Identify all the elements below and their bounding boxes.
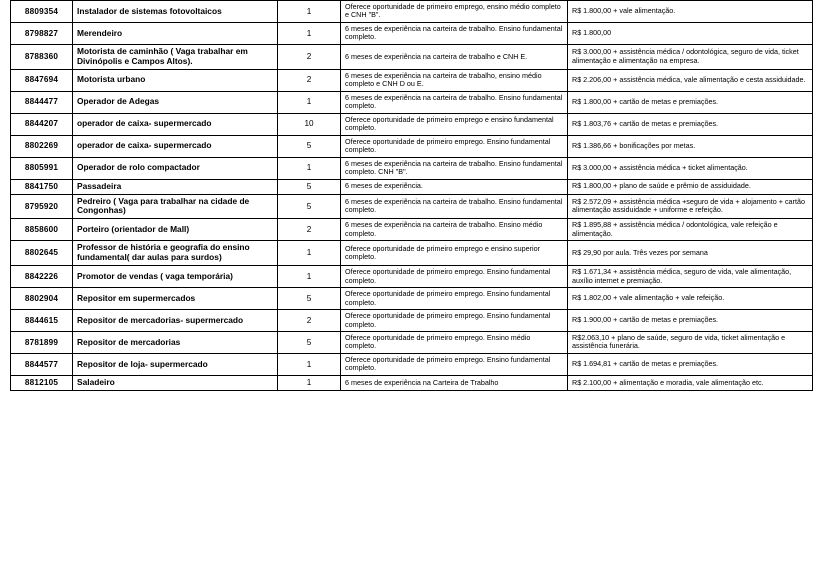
cell-salario: R$ 3.000,00 + assistência médica + ticket alimentação. <box>568 157 813 179</box>
table-row <box>11 219 813 241</box>
table-row <box>11 375 813 390</box>
cell-requisitos: Oferece oportunidade de primeiro emprego e ensino fundamental completo. <box>341 113 568 135</box>
cell-quantidade: 1 <box>278 22 341 44</box>
cell-salario: R$ 1.802,00 + vale alimentação + vale refeição. <box>568 288 813 310</box>
cell-codigo: 8844477 <box>11 91 73 113</box>
cell-requisitos: Oferece oportunidade de primeiro emprego. Ensino fundamental completo. <box>341 353 568 375</box>
cell-cargo: Repositor de mercadorias- supermercado <box>73 310 278 332</box>
cell-quantidade: 5 <box>278 179 341 194</box>
cell-codigo: 8812105 <box>11 375 73 390</box>
cell-salario: R$ 1.800,00 <box>568 22 813 44</box>
table-row <box>11 22 813 44</box>
cell-salario: R$2.063,10 + plano de saúde, seguro de vida, ticket alimentação e assistência funerária. <box>568 332 813 354</box>
cell-codigo: 8805991 <box>11 157 73 179</box>
table-row <box>11 241 813 266</box>
cell-quantidade: 1 <box>278 353 341 375</box>
cell-requisitos: Oferece oportunidade de primeiro emprego e ensino superior completo. <box>341 241 568 266</box>
cell-salario: R$ 2.100,00 + alimentação e moradia, vale alimentação etc. <box>568 375 813 390</box>
cell-cargo: Repositor em supermercados <box>73 288 278 310</box>
cell-requisitos: 6 meses de experiência. <box>341 179 568 194</box>
cell-quantidade: 1 <box>278 266 341 288</box>
cell-cargo: Professor de história e geografia do ensino fundamental( dar aulas para surdos) <box>73 241 278 266</box>
cell-requisitos: 6 meses de experiência na carteira de trabalho. Ensino fundamental completo. CNH "B". <box>341 157 568 179</box>
cell-codigo: 8795920 <box>11 194 73 219</box>
cell-codigo: 8841750 <box>11 179 73 194</box>
table-row <box>11 135 813 157</box>
cell-quantidade: 2 <box>278 44 341 69</box>
cell-requisitos: 6 meses de experiência na carteira de trabalho e CNH E. <box>341 44 568 69</box>
cell-salario: R$ 1.800,00 + plano de saúde e prêmio de assiduidade. <box>568 179 813 194</box>
table-row <box>11 113 813 135</box>
cell-quantidade: 1 <box>278 375 341 390</box>
cell-codigo: 8809354 <box>11 1 73 23</box>
cell-requisitos: 6 meses de experiência na carteira de trabalho. Ensino fundamental completo. <box>341 194 568 219</box>
cell-codigo: 8847694 <box>11 69 73 91</box>
cell-cargo: Operador de Adegas <box>73 91 278 113</box>
cell-requisitos: 6 meses de experiência na carteira de trabalho. Ensino médio completo. <box>341 219 568 241</box>
cell-quantidade: 5 <box>278 135 341 157</box>
cell-salario: R$ 29,90 por aula. Três vezes por semana <box>568 241 813 266</box>
cell-cargo: Repositor de mercadorias <box>73 332 278 354</box>
table-row <box>11 91 813 113</box>
cell-codigo: 8781899 <box>11 332 73 354</box>
cell-quantidade: 1 <box>278 241 341 266</box>
cell-salario: R$ 1.895,88 + assistência médica / odontológica, vale refeição e alimentação. <box>568 219 813 241</box>
table-row <box>11 353 813 375</box>
cell-salario: R$ 1.386,66 + bonificações por metas. <box>568 135 813 157</box>
cell-requisitos: Oferece oportunidade de primeiro emprego. Ensino fundamental completo. <box>341 310 568 332</box>
cell-quantidade: 5 <box>278 194 341 219</box>
table-row <box>11 288 813 310</box>
cell-requisitos: Oferece oportunidade de primeiro emprego. Ensino fundamental completo. <box>341 288 568 310</box>
cell-cargo: Motorista de caminhão ( Vaga trabalhar em Divinópolis e Campos Altos). <box>73 44 278 69</box>
cell-cargo: Promotor de vendas ( vaga temporária) <box>73 266 278 288</box>
cell-salario: R$ 2.572,09 + assistência médica +seguro de vida + alojamento + cartão alimentação assiduidade + uniforme e refeição. <box>568 194 813 219</box>
cell-requisitos: 6 meses de experiência na carteira de trabalho, ensino médio completo e CNH D ou E. <box>341 69 568 91</box>
cell-quantidade: 2 <box>278 219 341 241</box>
table-row <box>11 44 813 69</box>
cell-salario: R$ 1.900,00 + cartão de metas e premiações. <box>568 310 813 332</box>
cell-requisitos: Oferece oportunidade de primeiro emprego. Ensino fundamental completo. <box>341 266 568 288</box>
cell-salario: R$ 1.694,81 + cartão de metas e premiações. <box>568 353 813 375</box>
cell-quantidade: 1 <box>278 1 341 23</box>
cell-codigo: 8844615 <box>11 310 73 332</box>
cell-codigo: 8802269 <box>11 135 73 157</box>
cell-cargo: Porteiro (orientador de Mall) <box>73 219 278 241</box>
cell-codigo: 8798827 <box>11 22 73 44</box>
cell-requisitos: Oferece oportunidade de primeiro emprego. Ensino médio completo. <box>341 332 568 354</box>
cell-quantidade: 5 <box>278 288 341 310</box>
cell-cargo: Merendeiro <box>73 22 278 44</box>
cell-codigo: 8844207 <box>11 113 73 135</box>
cell-quantidade: 2 <box>278 69 341 91</box>
cell-quantidade: 1 <box>278 91 341 113</box>
table-row <box>11 266 813 288</box>
cell-salario: R$ 2.206,00 + assistência médica, vale alimentação e cesta assiduidade. <box>568 69 813 91</box>
cell-quantidade: 5 <box>278 332 341 354</box>
table-row <box>11 157 813 179</box>
table-row <box>11 69 813 91</box>
cell-cargo: operador de caixa- supermercado <box>73 113 278 135</box>
cell-quantidade: 1 <box>278 157 341 179</box>
table-row <box>11 1 813 23</box>
cell-requisitos: 6 meses de experiência na Carteira de Trabalho <box>341 375 568 390</box>
cell-requisitos: 6 meses de experiência na carteira de trabalho. Ensino fundamental completo. <box>341 91 568 113</box>
cell-salario: R$ 1.800,00 + cartão de metas e premiações. <box>568 91 813 113</box>
cell-codigo: 8842226 <box>11 266 73 288</box>
cell-cargo: Repositor de loja- supermercado <box>73 353 278 375</box>
cell-codigo: 8844577 <box>11 353 73 375</box>
cell-quantidade: 10 <box>278 113 341 135</box>
job-vacancies-table <box>10 0 813 391</box>
cell-requisitos: 6 meses de experiência na carteira de trabalho. Ensino fundamental completo. <box>341 22 568 44</box>
cell-requisitos: Oferece oportunidade de primeiro emprego. Ensino fundamental completo. <box>341 135 568 157</box>
cell-cargo: operador de caixa- supermercado <box>73 135 278 157</box>
cell-cargo: Passadeira <box>73 179 278 194</box>
cell-codigo: 8802904 <box>11 288 73 310</box>
table-row <box>11 310 813 332</box>
cell-cargo: Saladeiro <box>73 375 278 390</box>
cell-cargo: Instalador de sistemas fotovoltaicos <box>73 1 278 23</box>
cell-quantidade: 2 <box>278 310 341 332</box>
cell-codigo: 8858600 <box>11 219 73 241</box>
cell-salario: R$ 1.803,76 + cartão de metas e premiações. <box>568 113 813 135</box>
cell-codigo: 8788360 <box>11 44 73 69</box>
cell-cargo: Motorista urbano <box>73 69 278 91</box>
table-body <box>11 1 813 391</box>
table-row <box>11 179 813 194</box>
cell-salario: R$ 3.000,00 + assistência médica / odontológica, seguro de vida, ticket alimentação e alimentação na empresa. <box>568 44 813 69</box>
cell-salario: R$ 1.671,34 + assistência médica, seguro de vida, vale alimentação, auxílio internet e premiação. <box>568 266 813 288</box>
table-row <box>11 332 813 354</box>
cell-cargo: Pedreiro ( Vaga para trabalhar na cidade de Congonhas) <box>73 194 278 219</box>
cell-salario: R$ 1.800,00 + vale alimentação. <box>568 1 813 23</box>
cell-requisitos: Oferece oportunidade de primeiro emprego, ensino médio completo e CNH "B". <box>341 1 568 23</box>
cell-codigo: 8802645 <box>11 241 73 266</box>
table-row <box>11 194 813 219</box>
cell-cargo: Operador de rolo compactador <box>73 157 278 179</box>
